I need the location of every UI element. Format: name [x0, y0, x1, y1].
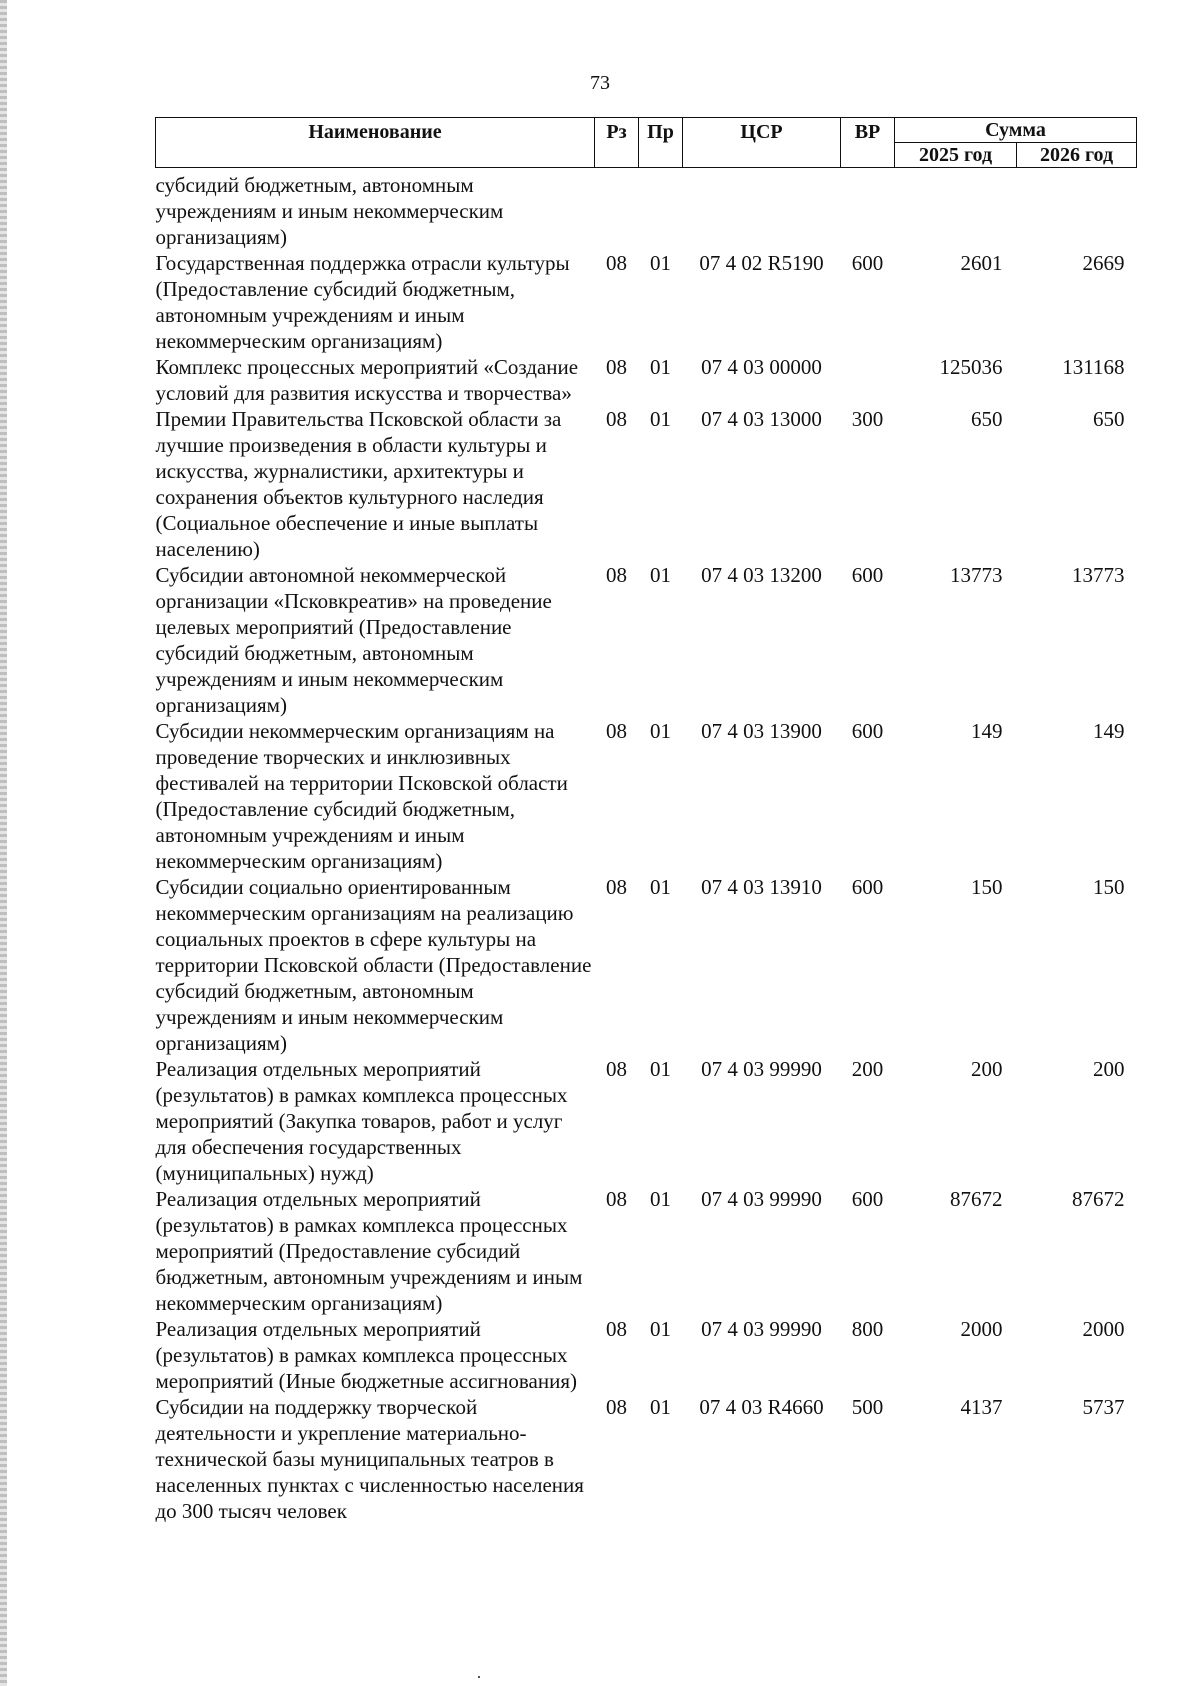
- page-number: 73: [590, 72, 610, 94]
- row-pr: 01: [650, 355, 671, 379]
- row-sum-2025: 125036: [939, 355, 1003, 379]
- row-pr: 01: [650, 563, 671, 587]
- row-sum-2026: 87672: [1072, 1187, 1125, 1211]
- row-rz: 08: [606, 1187, 627, 1211]
- row-rz: [595, 172, 639, 250]
- row-sum-2025: 650: [971, 407, 1003, 431]
- table-row: [156, 354, 1137, 406]
- row-sum-2025: 87672: [950, 1187, 1003, 1211]
- row-sum-2026: 131168: [1062, 355, 1125, 379]
- table-row: [156, 1056, 1137, 1186]
- row-rz: 08: [606, 1317, 627, 1341]
- row-csr: [683, 172, 841, 250]
- row-sum-2026: 650: [1093, 407, 1125, 431]
- row-vr: 600: [851, 1187, 884, 1211]
- row-csr: 07 4 03 13910: [701, 875, 822, 899]
- table-body: [156, 168, 1137, 1525]
- table-row: [156, 1394, 1137, 1524]
- row-csr: 07 4 03 99990: [701, 1317, 822, 1341]
- row-sum-2026: 2000: [1082, 1317, 1125, 1341]
- row-pr: 01: [650, 407, 671, 431]
- row-csr: 07 4 03 99990: [701, 1057, 822, 1081]
- column-header-2025: 2025 год: [895, 143, 1017, 168]
- row-name: Реализация отдельных мероприятий (результатов) в рамках комплекса процессных мероприятий (Иные бюджетные ассигнования): [155, 1317, 578, 1393]
- row-name: Премии Правительства Псковской области за лучшие произведения в области культуры и искусства, журналистики, архитектуры и сохранения объектов культурного наследия (Социальное обеспечение и иные выплаты населению): [155, 407, 562, 561]
- row-name: Субсидии автономной некоммерческой организации «Псковкреатив» на проведение целевых мероприятий (Предоставление субсидий бюджетным, автономным учреждениям и иным некоммерческим организациям): [155, 563, 552, 717]
- row-sum-2025: 200: [971, 1057, 1003, 1081]
- row-rz: 08: [606, 719, 627, 743]
- row-vr: 600: [851, 719, 884, 743]
- row-csr: 07 4 03 13900: [701, 719, 822, 743]
- table-header: [156, 118, 1137, 168]
- table-row: [156, 250, 1137, 354]
- row-rz: 08: [606, 251, 627, 275]
- row-name: Государственная поддержка отрасли культуры (Предоставление субсидий бюджетным, автономным учреждениям и иным некоммерческим организациям): [155, 251, 570, 353]
- row-name: Субсидии на поддержку творческой деятельности и укрепление материально-технической базы муниципальных театров в населенных пунктах с численностью населения до 300 тысяч человек: [155, 1395, 584, 1523]
- row-pr: [639, 172, 683, 250]
- row-pr: 01: [650, 1317, 671, 1341]
- row-pr: 01: [650, 875, 671, 899]
- row-csr: 07 4 03 00000: [701, 355, 822, 379]
- table-row: [156, 406, 1137, 562]
- row-name: Комплекс процессных мероприятий «Создание условий для развития искусства и творчества»: [155, 355, 579, 405]
- row-name: Субсидии социально ориентированным некоммерческим организациям на реализацию социальных проектов в сфере культуры на территории Псковской области (Предоставление субсидий бюджетным, автономным учреждениям и иным некоммерческим организациям): [155, 875, 592, 1055]
- row-rz: 08: [606, 355, 627, 379]
- row-vr: 800: [851, 1317, 884, 1341]
- row-vr: 600: [851, 563, 884, 587]
- row-sum-2025: 2601: [960, 251, 1003, 275]
- row-sum-2026: 150: [1093, 875, 1125, 899]
- row-sum-2026: 2669: [1082, 251, 1125, 275]
- row-name: субсидий бюджетным, автономным учреждениям и иным некоммерческим организациям): [155, 173, 504, 249]
- row-rz: 08: [606, 407, 627, 431]
- row-vr: [841, 354, 895, 406]
- column-header-name: Наименование: [156, 118, 595, 168]
- row-pr: 01: [650, 1187, 671, 1211]
- row-vr: 300: [851, 407, 884, 431]
- column-header-2026: 2026 год: [1017, 143, 1137, 168]
- column-header-vr: ВР: [841, 118, 895, 168]
- row-sum-2025: [895, 172, 1017, 250]
- row-sum-2025: 13773: [950, 563, 1003, 587]
- scan-edge: [0, 0, 7, 1686]
- row-vr: 600: [851, 251, 884, 275]
- table-row: [156, 172, 1137, 250]
- row-csr: 07 4 03 13200: [701, 563, 822, 587]
- row-rz: 08: [606, 563, 627, 587]
- row-pr: 01: [650, 1395, 671, 1419]
- row-sum-2026: 200: [1093, 1057, 1125, 1081]
- row-sum-2025: 150: [971, 875, 1003, 899]
- column-header-rz: Рз: [595, 118, 639, 168]
- budget-table: [155, 117, 1137, 1524]
- row-sum-2025: 149: [971, 719, 1003, 743]
- column-header-pr: Пр: [639, 118, 683, 168]
- table-row: [156, 718, 1137, 874]
- row-pr: 01: [650, 719, 671, 743]
- row-sum-2026: 5737: [1082, 1395, 1125, 1419]
- row-sum-2026: 13773: [1072, 563, 1125, 587]
- row-vr: [841, 172, 895, 250]
- row-name: Реализация отдельных мероприятий (результатов) в рамках комплекса процессных мероприятий (Закупка товаров, работ и услуг для обеспечения государственных (муниципальных) нужд): [155, 1057, 568, 1185]
- column-header-sum: Сумма: [895, 118, 1137, 143]
- row-pr: 01: [650, 1057, 671, 1081]
- row-sum-2026: [1017, 172, 1137, 250]
- row-name: Субсидии некоммерческим организациям на проведение творческих и инклюзивных фестивалей на территории Псковской области (Предоставление субсидий бюджетным, автономным учреждениям и иным некоммерческим организациям): [155, 719, 568, 873]
- row-csr: 07 4 03 R4660: [699, 1395, 824, 1419]
- row-sum-2026: 149: [1093, 719, 1125, 743]
- row-csr: 07 4 02 R5190: [699, 251, 824, 275]
- row-rz: 08: [606, 875, 627, 899]
- row-sum-2025: 4137: [960, 1395, 1003, 1419]
- row-name: Реализация отдельных мероприятий (результатов) в рамках комплекса процессных мероприятий (Предоставление субсидий бюджетным, автономным учреждениям и иным некоммерческим организациям): [155, 1187, 583, 1315]
- row-vr: 600: [851, 875, 884, 899]
- row-pr: 01: [650, 251, 671, 275]
- scan-speck: [478, 1676, 480, 1678]
- row-vr: 200: [851, 1057, 884, 1081]
- row-rz: 08: [606, 1057, 627, 1081]
- table-row: [156, 1186, 1137, 1316]
- row-csr: 07 4 03 99990: [701, 1187, 822, 1211]
- row-rz: 08: [606, 1395, 627, 1419]
- table-row: [156, 562, 1137, 718]
- row-sum-2025: 2000: [960, 1317, 1003, 1341]
- row-vr: 500: [851, 1395, 884, 1419]
- table-row: [156, 874, 1137, 1056]
- row-csr: 07 4 03 13000: [701, 407, 822, 431]
- table-row: [156, 1316, 1137, 1394]
- column-header-csr: ЦСР: [683, 118, 841, 168]
